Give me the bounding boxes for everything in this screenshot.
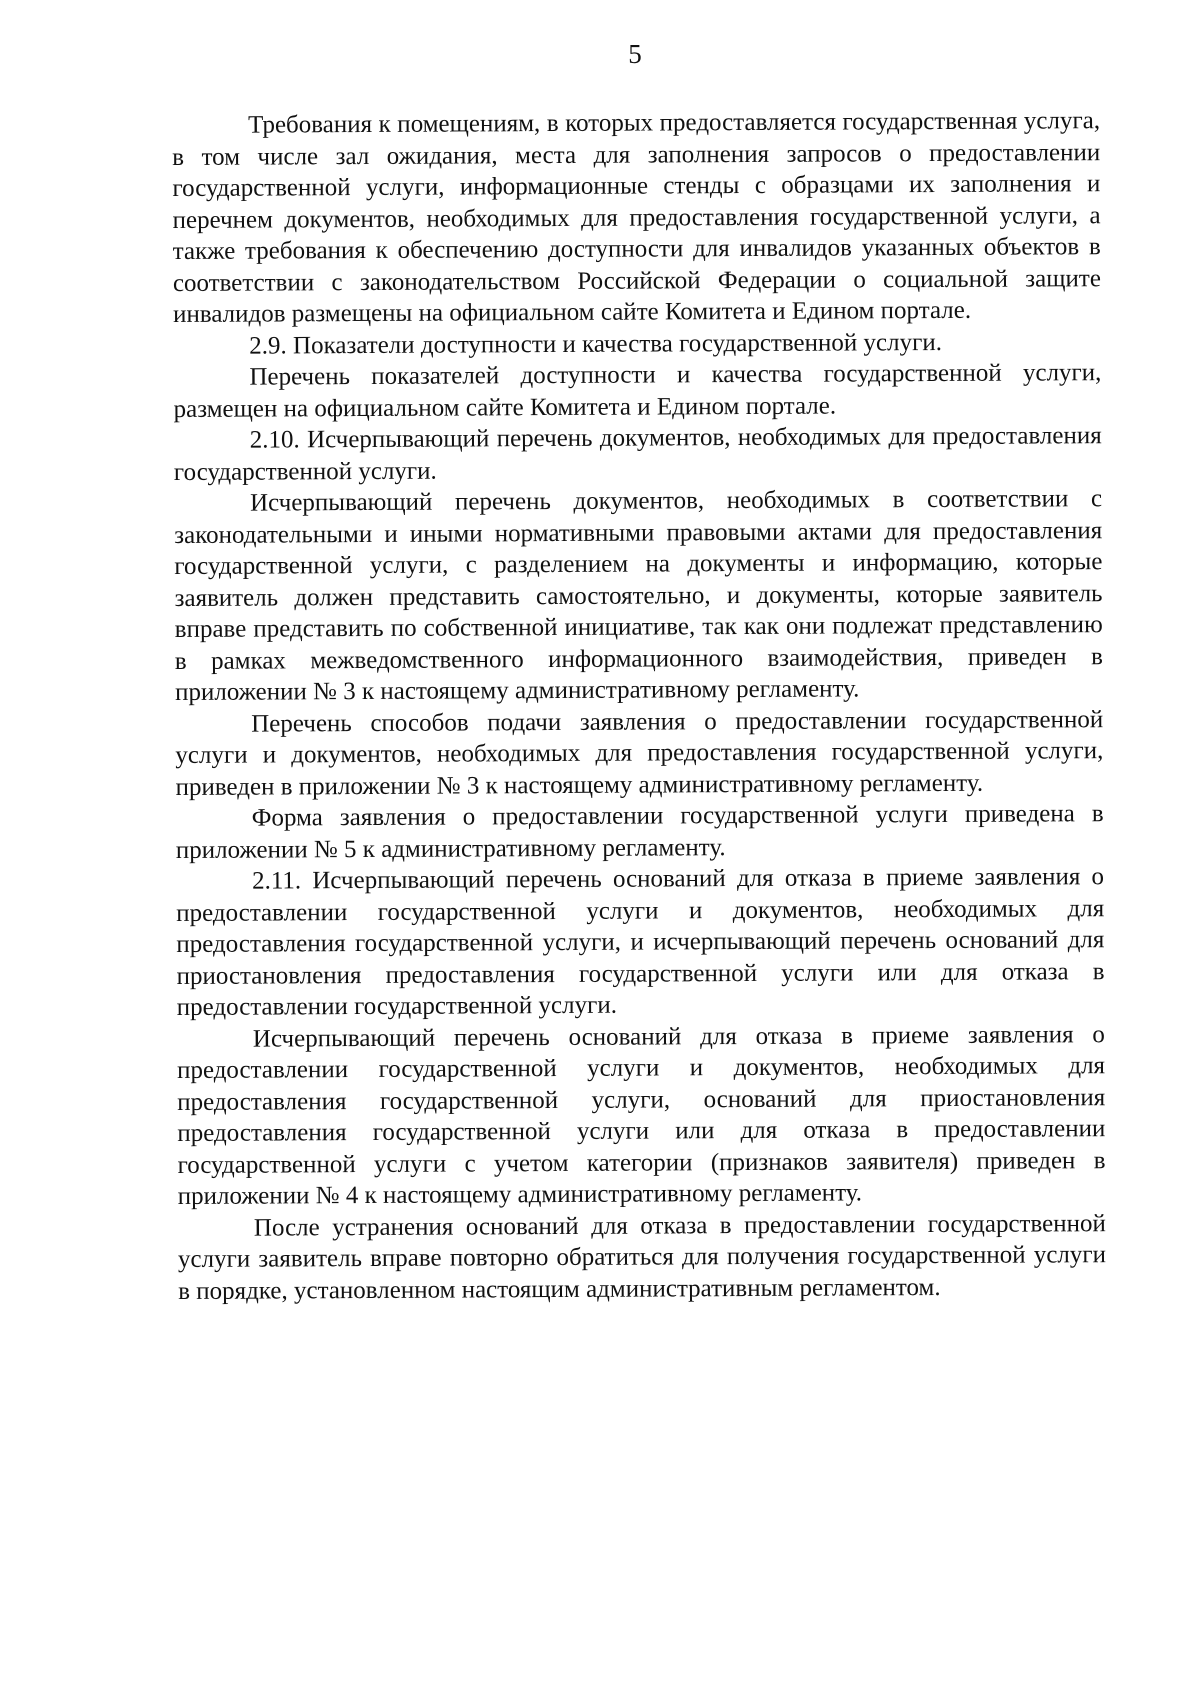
document-body	[172, 105, 1106, 1307]
paragraph-reapplication: После устранения оснований для отказа в предоставлении государственной услуги заявитель вправе повторно обратиться для получения государственной услуги в порядке, установленном настоящим административным регламентом.	[177, 1209, 1107, 1305]
page-number: 5	[628, 39, 642, 69]
section-heading-2-9: 2.9. Показатели доступности и качества государственной услуги.	[249, 328, 942, 360]
paragraph-premises-requirements: Требования к помещениям, в которых предоставляется государственная услуга, в том числе зал ожидания, места для заполнения запросов о предоставлении государственной услуги, информационные стенды с образцами их заполнения и перечнем документов, необходимых для предоставления государственной услуги, а также требования к обеспечению доступности для инвалидов указанных объектов в соответствии с законодательством Российской Федерации о социальной защите инвалидов размещены на официальном сайте Комитета и Едином портале.	[172, 107, 1101, 328]
section-heading-2-11: 2.11. Исчерпывающий перечень оснований для отказа в приеме заявления о предоставлении государственной услуги и документов, необходимых для предоставления государственной услуги, и исчерпывающий перечень оснований для приостановления предоставления государственной услуги или для отказа в предоставлении государственной услуги.	[176, 863, 1105, 1021]
paragraph-quality-indicators: Перечень показателей доступности и качества государственной услуги, размещен на официальном сайте Комитета и Едином портале.	[173, 359, 1102, 423]
paragraph-documents-list: Исчерпывающий перечень документов, необходимых в соответствии с законодательными и иными нормативными правовыми актами для предоставления государственной услуги, с разделением на документы и информацию, которые заявитель должен представить самостоятельно, и документы, которые заявитель вправе представить по собственной инициативе, так как они подлежат представлению в рамках межведомственного информационного взаимодействия, приведен в приложении № 3 к настоящему административному регламенту.	[174, 485, 1103, 706]
paragraph-refusal-grounds: Исчерпывающий перечень оснований для отказа в приеме заявления о предоставлении государственной услуги и документов, необходимых для предоставления государственной услуги, оснований для приостановления предоставления государственной услуги или для отказа в предоставлении государственной услуги с учетом категории (признаков заявителя) приведен в приложении № 4 к настоящему административному регламенту.	[176, 1020, 1106, 1210]
section-heading-2-10: 2.10. Исчерпывающий перечень документов, необходимых для предоставления государственной услуги.	[173, 422, 1102, 486]
paragraph-submission-methods: Перечень способов подачи заявления о предоставлении государственной услуги и документов, необходимых для предоставления государственной услуги, приведен в приложении № 3 к настоящему административному регламенту.	[175, 705, 1104, 801]
paragraph-application-form: Форма заявления о предоставлении государственной услуги приведена в приложении № 5 к административному регламенту.	[175, 800, 1104, 864]
